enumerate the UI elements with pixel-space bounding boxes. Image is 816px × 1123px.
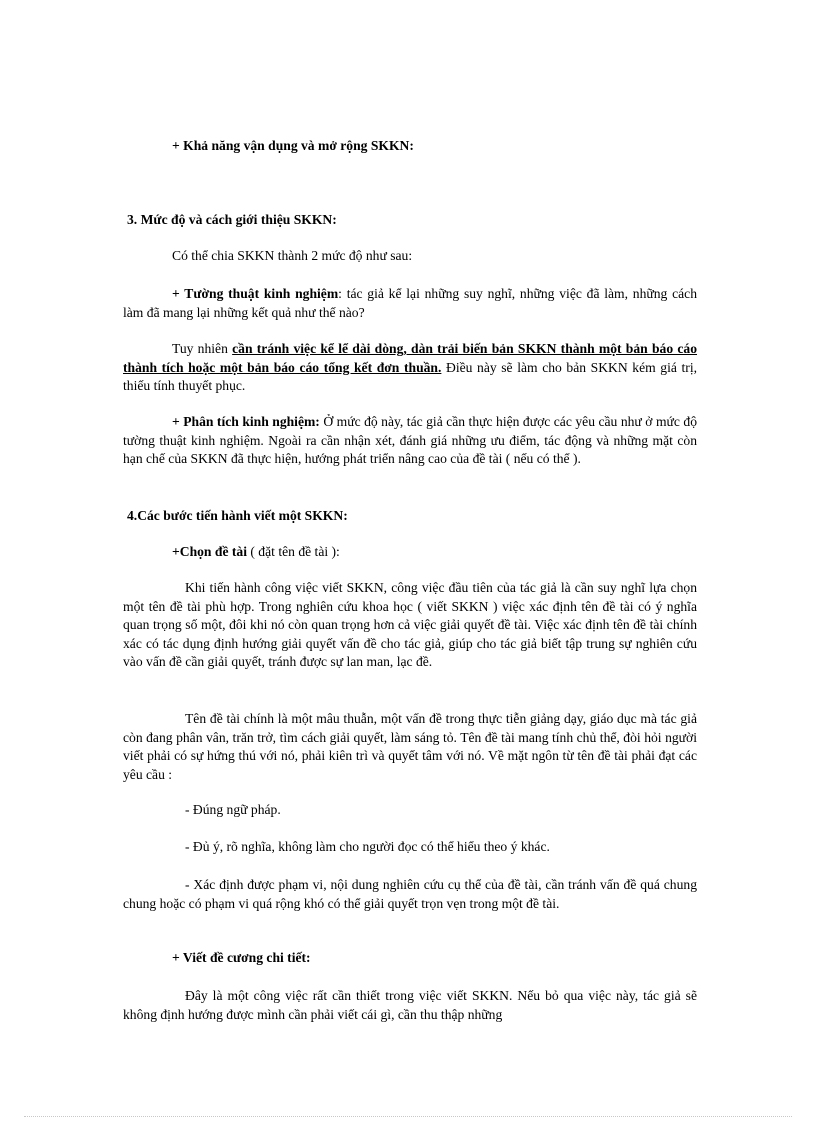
text-phan-tich: Ở mức độ này, tác giả cần thực hiện được các yêu cầu như ở mức độ tường thuật kinh nghiệm. Ngoài ra cần nhận xét, đánh giá những ưu điểm, tác động và những mặt còn hạn chế của SKKN đã thực hiện, hướng phát triển nâng cao của đề tài ( nếu có thể ).	[123, 414, 697, 467]
list-item-dung-ngu-phap: - Đúng ngữ pháp.	[185, 802, 281, 817]
term-tuong-thuat: + Tường thuật kinh nghiệm	[172, 286, 339, 301]
text-tuy-nhien-emphasis: cần tránh việc kể lể dài dòng, dàn trải biến bản SKKN thành một bản báo cáo thành tích hoặc một bản báo cáo tổng kết đơn thuần.	[123, 341, 698, 375]
paragraph-tuong-thuat	[123, 285, 697, 322]
list-item-du-y: - Đủ ý, rõ nghĩa, không làm cho người đọc có thể hiểu theo ý khác.	[185, 839, 550, 854]
heading-section-3: 3. Mức độ và cách giới thiệu SKKN:	[127, 212, 337, 227]
paragraph-khi-tien-hanh: Khi tiến hành công việc viết SKKN, công việc đầu tiên của tác giả là cần suy nghĩ lựa chọn một tên đề tài phù hợp. Trong nghiên cứu khoa học ( viết SKKN ) việc xác định tên đề tài có ý nghĩa quan trọng số một, đôi khi nó còn quan trọng hơn cả việc giải quyết đề tài. Việc xác định tên đề tài chính xác có tác dụng định hướng giải quyết vấn đề cho tác giả, giúp cho tác giả biết tập trung sự nghiên cứu vào vấn đề cần giải quyết, tránh được sự lan man, lạc đề.	[123, 580, 697, 670]
paragraph-day-la: Đây là một công việc rất cần thiết trong việc viết SKKN. Nếu bỏ qua việc này, tác giả sẽ không định hướng được mình cần phải viết cái gì, cần thu thập những	[123, 988, 697, 1022]
paragraph-tuy-nhien	[123, 340, 697, 396]
text-chon-de-tai: ( đặt tên đề tài ):	[246, 544, 340, 559]
text-tuong-thuat: : tác giả kể lại những suy nghĩ, những việc đã làm, những cách làm đã mang lại những kết quả như thế nào?	[123, 286, 698, 320]
paragraph-chon-de-tai	[123, 543, 697, 562]
paragraph-phan-tich	[123, 413, 697, 469]
text-tuy-nhien-rest: Điều này sẽ làm cho bản SKKN kém giá trị, thiếu tính thuyết phục.	[123, 359, 697, 394]
text-tuy-nhien-start: Tuy nhiên	[172, 341, 233, 356]
list-item-pham-vi: - Xác định được phạm vi, nội dung nghiên cứu cụ thể của đề tài, cần tránh vấn đề quá chung chung hoặc có phạm vi quá rộng khó có thể giải quyết trọn vẹn trong một đề tài.	[123, 877, 697, 911]
term-chon-de-tai: +Chọn đề tài	[172, 544, 247, 559]
paragraph-two-levels: Có thể chia SKKN thành 2 mức độ như sau:	[172, 248, 413, 263]
page-bottom-divider	[24, 1116, 792, 1117]
term-phan-tich: + Phân tích kinh nghiệm:	[172, 414, 320, 429]
paragraph-ten-de-tai: Tên đề tài chính là một mâu thuẫn, một vấn đề trong thực tiễn giảng dạy, giáo dục mà tác giả còn đang phân vân, trăn trở, tìm cách giải quyết, làm sáng tỏ. Tên đề tài mang tính chủ thể, đòi hỏi người viết phải có sự hứng thú với nó, phải kiên trì và quyết tâm với nó. Về mặt ngôn từ tên đề tài phải đạt các yêu cầu :	[123, 711, 697, 782]
heading-kha-nang: + Khả năng vận dụng và mở rộng SKKN:	[172, 138, 414, 153]
heading-viet-de-cuong: + Viết đề cương chi tiết:	[172, 950, 311, 965]
heading-section-4: 4.Các bước tiến hành viết một SKKN:	[127, 508, 348, 523]
